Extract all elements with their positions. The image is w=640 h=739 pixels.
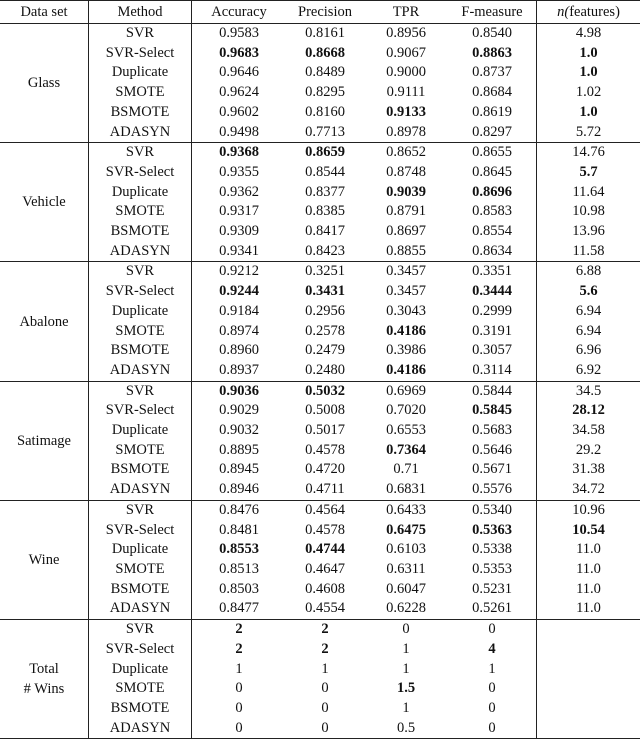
f-measure-cell: 0.5646 <box>448 441 537 461</box>
precision-cell: 2 <box>286 620 364 640</box>
method-cell: SVR-Select <box>89 401 192 421</box>
method-cell: SVR-Select <box>89 282 192 302</box>
table-row <box>0 620 640 640</box>
accuracy-cell: 0.8945 <box>192 460 287 480</box>
f-measure-cell: 0.5363 <box>448 521 537 541</box>
n-features-cell <box>537 679 640 699</box>
tpr-cell: 1.5 <box>364 679 448 699</box>
dataset-group <box>0 381 640 500</box>
precision-cell: 0.5017 <box>286 421 364 441</box>
precision-cell: 0.3251 <box>286 262 364 282</box>
table-row <box>0 163 640 183</box>
f-measure-cell: 0.8684 <box>448 83 537 103</box>
accuracy-cell: 0.8937 <box>192 361 287 381</box>
table-row <box>0 341 640 361</box>
method-cell: SVR <box>89 262 192 282</box>
tpr-cell: 0.3043 <box>364 302 448 322</box>
table-row <box>0 719 640 739</box>
tpr-cell: 0.9111 <box>364 83 448 103</box>
table-row <box>0 679 640 699</box>
precision-cell: 0 <box>286 699 364 719</box>
method-cell: SVR <box>89 620 192 640</box>
accuracy-cell: 2 <box>192 620 287 640</box>
table-row <box>0 699 640 719</box>
header-row <box>0 1 640 24</box>
precision-cell: 0.8668 <box>286 44 364 64</box>
accuracy-cell: 0.8513 <box>192 560 287 580</box>
method-cell: ADASYN <box>89 480 192 500</box>
table-row <box>0 63 640 83</box>
precision-cell: 0.5008 <box>286 401 364 421</box>
table-row <box>0 640 640 660</box>
accuracy-cell: 0.9244 <box>192 282 287 302</box>
n-features-cell: 6.88 <box>537 262 640 282</box>
method-cell: ADASYN <box>89 719 192 739</box>
accuracy-cell: 0.9602 <box>192 103 287 123</box>
n-features-cell: 6.94 <box>537 322 640 342</box>
tpr-cell: 0.3986 <box>364 341 448 361</box>
method-cell: Duplicate <box>89 302 192 322</box>
header-accuracy: Accuracy <box>192 1 287 24</box>
dataset-name: Vehicle <box>0 143 89 262</box>
tpr-cell: 0.3457 <box>364 282 448 302</box>
tpr-cell: 0.6969 <box>364 381 448 401</box>
precision-cell: 0.2956 <box>286 302 364 322</box>
method-cell: SMOTE <box>89 202 192 222</box>
precision-cell: 0.4744 <box>286 540 364 560</box>
tpr-cell: 0.4186 <box>364 322 448 342</box>
table-row <box>0 222 640 242</box>
table-row <box>0 460 640 480</box>
table-row <box>0 262 640 282</box>
method-cell: ADASYN <box>89 123 192 143</box>
tpr-cell: 0.6103 <box>364 540 448 560</box>
f-measure-cell: 0.3351 <box>448 262 537 282</box>
n-features-cell: 1.02 <box>537 83 640 103</box>
accuracy-cell: 0.8895 <box>192 441 287 461</box>
precision-cell: 0.4554 <box>286 599 364 619</box>
precision-cell: 0.4578 <box>286 441 364 461</box>
dataset-group <box>0 143 640 262</box>
tpr-cell: 0.6553 <box>364 421 448 441</box>
method-cell: BSMOTE <box>89 460 192 480</box>
precision-cell: 0.8417 <box>286 222 364 242</box>
n-features-cell: 11.0 <box>537 540 640 560</box>
n-features-cell: 5.7 <box>537 163 640 183</box>
tpr-cell: 0.8855 <box>364 242 448 262</box>
f-measure-cell: 0.5231 <box>448 580 537 600</box>
table-row <box>0 123 640 143</box>
table-row <box>0 322 640 342</box>
table-row <box>0 143 640 163</box>
n-features-cell: 34.72 <box>537 480 640 500</box>
tpr-cell: 0.9000 <box>364 63 448 83</box>
method-cell: Duplicate <box>89 63 192 83</box>
method-cell: SVR <box>89 24 192 44</box>
n-features-cell <box>537 699 640 719</box>
precision-cell: 0.8659 <box>286 143 364 163</box>
tpr-cell: 0.71 <box>364 460 448 480</box>
tpr-cell: 0.5 <box>364 719 448 739</box>
n-features-cell <box>537 620 640 640</box>
precision-cell: 0.8385 <box>286 202 364 222</box>
n-features-cell: 29.2 <box>537 441 640 461</box>
header-n-features: n(features) <box>537 1 640 24</box>
tpr-cell: 0.7364 <box>364 441 448 461</box>
method-cell: Duplicate <box>89 660 192 680</box>
tpr-cell: 0.9133 <box>364 103 448 123</box>
method-cell: Duplicate <box>89 540 192 560</box>
tpr-cell: 0.6311 <box>364 560 448 580</box>
tpr-cell: 0.8978 <box>364 123 448 143</box>
method-cell: SVR <box>89 143 192 163</box>
table-row <box>0 480 640 500</box>
accuracy-cell: 0.8503 <box>192 580 287 600</box>
precision-cell: 0.4647 <box>286 560 364 580</box>
method-cell: Duplicate <box>89 183 192 203</box>
accuracy-cell: 0.9498 <box>192 123 287 143</box>
precision-cell: 0.8160 <box>286 103 364 123</box>
accuracy-cell: 0 <box>192 719 287 739</box>
n-features-cell: 11.0 <box>537 580 640 600</box>
tpr-cell: 0.8791 <box>364 202 448 222</box>
n-features-cell: 1.0 <box>537 44 640 64</box>
dataset-name: Satimage <box>0 381 89 500</box>
accuracy-cell: 0.8477 <box>192 599 287 619</box>
n-features-cell: 6.92 <box>537 361 640 381</box>
accuracy-cell: 0.9362 <box>192 183 287 203</box>
n-features-cell: 14.76 <box>537 143 640 163</box>
method-cell: SMOTE <box>89 441 192 461</box>
precision-cell: 0.8377 <box>286 183 364 203</box>
n-features-cell: 10.54 <box>537 521 640 541</box>
method-cell: BSMOTE <box>89 341 192 361</box>
method-cell: BSMOTE <box>89 222 192 242</box>
n-features-cell: 10.98 <box>537 202 640 222</box>
tpr-cell: 0.9067 <box>364 44 448 64</box>
tpr-cell: 0.6228 <box>364 599 448 619</box>
method-cell: SVR-Select <box>89 521 192 541</box>
f-measure-cell: 0.8634 <box>448 242 537 262</box>
precision-cell: 0.2480 <box>286 361 364 381</box>
dataset-name: Wine <box>0 500 89 619</box>
header-method: Method <box>89 1 192 24</box>
f-measure-cell: 1 <box>448 660 537 680</box>
tpr-cell: 0.9039 <box>364 183 448 203</box>
n-features-cell: 13.96 <box>537 222 640 242</box>
f-measure-cell: 0.5261 <box>448 599 537 619</box>
accuracy-cell: 0.8481 <box>192 521 287 541</box>
tpr-cell: 0.7020 <box>364 401 448 421</box>
f-measure-cell: 0.3114 <box>448 361 537 381</box>
precision-cell: 1 <box>286 660 364 680</box>
f-measure-cell: 0.8554 <box>448 222 537 242</box>
dataset-group <box>0 262 640 381</box>
precision-cell: 0.2479 <box>286 341 364 361</box>
precision-cell: 0.8161 <box>286 24 364 44</box>
accuracy-cell: 0.8974 <box>192 322 287 342</box>
method-cell: ADASYN <box>89 361 192 381</box>
table-row <box>0 580 640 600</box>
table-row <box>0 421 640 441</box>
n-features-cell: 11.64 <box>537 183 640 203</box>
n-features-cell <box>537 660 640 680</box>
accuracy-cell: 0.9212 <box>192 262 287 282</box>
tpr-cell: 0.3457 <box>364 262 448 282</box>
table-row <box>0 242 640 262</box>
header-f-measure: F-measure <box>448 1 537 24</box>
tpr-cell: 1 <box>364 640 448 660</box>
accuracy-cell: 0.9317 <box>192 202 287 222</box>
accuracy-cell: 0.9583 <box>192 24 287 44</box>
method-cell: BSMOTE <box>89 580 192 600</box>
f-measure-cell: 0.5683 <box>448 421 537 441</box>
accuracy-cell: 0.8476 <box>192 500 287 520</box>
n-features-cell: 11.0 <box>537 560 640 580</box>
accuracy-cell: 2 <box>192 640 287 660</box>
table-row <box>0 660 640 680</box>
f-measure-cell: 0.8645 <box>448 163 537 183</box>
table-row <box>0 599 640 619</box>
precision-cell: 0.4720 <box>286 460 364 480</box>
n-features-cell: 1.0 <box>537 103 640 123</box>
f-measure-cell: 0.8297 <box>448 123 537 143</box>
tpr-cell: 1 <box>364 660 448 680</box>
n-features-cell <box>537 640 640 660</box>
precision-cell: 0.4578 <box>286 521 364 541</box>
n-features-cell: 28.12 <box>537 401 640 421</box>
method-cell: SMOTE <box>89 679 192 699</box>
method-cell: BSMOTE <box>89 103 192 123</box>
f-measure-cell: 0.2999 <box>448 302 537 322</box>
precision-cell: 0.8544 <box>286 163 364 183</box>
table-row <box>0 381 640 401</box>
method-cell: Duplicate <box>89 421 192 441</box>
n-features-cell: 34.5 <box>537 381 640 401</box>
f-measure-cell: 0.8619 <box>448 103 537 123</box>
precision-cell: 0.7713 <box>286 123 364 143</box>
n-features-cell: 5.6 <box>537 282 640 302</box>
tpr-cell: 0 <box>364 620 448 640</box>
precision-cell: 0.4564 <box>286 500 364 520</box>
accuracy-cell: 0.9036 <box>192 381 287 401</box>
f-measure-cell: 0 <box>448 620 537 640</box>
method-cell: ADASYN <box>89 599 192 619</box>
dataset-name: Glass <box>0 24 89 143</box>
f-measure-cell: 0.5671 <box>448 460 537 480</box>
tpr-cell: 0.6047 <box>364 580 448 600</box>
f-measure-cell: 0.8696 <box>448 183 537 203</box>
method-cell: SVR <box>89 381 192 401</box>
n-features-cell: 4.98 <box>537 24 640 44</box>
n-features-cell: 11.58 <box>537 242 640 262</box>
method-cell: SVR-Select <box>89 44 192 64</box>
table-row <box>0 500 640 520</box>
table-row <box>0 202 640 222</box>
n-features-cell: 1.0 <box>537 63 640 83</box>
table-row <box>0 183 640 203</box>
precision-cell: 0.4608 <box>286 580 364 600</box>
precision-cell: 0 <box>286 719 364 739</box>
f-measure-cell: 0.8583 <box>448 202 537 222</box>
dataset-group <box>0 24 640 143</box>
f-measure-cell: 0.5844 <box>448 381 537 401</box>
tpr-cell: 1 <box>364 699 448 719</box>
precision-cell: 0.8423 <box>286 242 364 262</box>
f-measure-cell: 0 <box>448 699 537 719</box>
accuracy-cell: 0.8553 <box>192 540 287 560</box>
table-row <box>0 24 640 44</box>
f-measure-cell: 0 <box>448 719 537 739</box>
header-tpr: TPR <box>364 1 448 24</box>
dataset-name: Abalone <box>0 262 89 381</box>
header-data-set: Data set <box>0 1 89 24</box>
n-features-cell: 34.58 <box>537 421 640 441</box>
precision-cell: 0 <box>286 679 364 699</box>
accuracy-cell: 0.8960 <box>192 341 287 361</box>
table-row <box>0 103 640 123</box>
precision-cell: 0.2578 <box>286 322 364 342</box>
accuracy-cell: 0.9624 <box>192 83 287 103</box>
accuracy-cell: 0.9341 <box>192 242 287 262</box>
dataset-group <box>0 500 640 619</box>
f-measure-cell: 0.3057 <box>448 341 537 361</box>
f-measure-cell: 0.8655 <box>448 143 537 163</box>
f-measure-cell: 0.5845 <box>448 401 537 421</box>
method-cell: ADASYN <box>89 242 192 262</box>
accuracy-cell: 0.9683 <box>192 44 287 64</box>
table-row <box>0 282 640 302</box>
f-measure-cell: 0.3191 <box>448 322 537 342</box>
method-cell: SVR-Select <box>89 163 192 183</box>
tpr-cell: 0.8956 <box>364 24 448 44</box>
tpr-cell: 0.6433 <box>364 500 448 520</box>
n-features-cell: 10.96 <box>537 500 640 520</box>
accuracy-cell: 0 <box>192 679 287 699</box>
n-features-cell: 31.38 <box>537 460 640 480</box>
accuracy-cell: 0.9184 <box>192 302 287 322</box>
f-measure-cell: 0.5353 <box>448 560 537 580</box>
table-row <box>0 521 640 541</box>
precision-cell: 0.5032 <box>286 381 364 401</box>
table-row <box>0 441 640 461</box>
tpr-cell: 0.6831 <box>364 480 448 500</box>
table-row <box>0 540 640 560</box>
f-measure-cell: 0.8737 <box>448 63 537 83</box>
accuracy-cell: 0.9355 <box>192 163 287 183</box>
table-row <box>0 560 640 580</box>
n-features-cell: 6.94 <box>537 302 640 322</box>
header-precision: Precision <box>286 1 364 24</box>
accuracy-cell: 0.9029 <box>192 401 287 421</box>
method-cell: BSMOTE <box>89 699 192 719</box>
method-cell: SMOTE <box>89 83 192 103</box>
dataset-group <box>0 620 640 739</box>
tpr-cell: 0.4186 <box>364 361 448 381</box>
accuracy-cell: 0.9032 <box>192 421 287 441</box>
tpr-cell: 0.8697 <box>364 222 448 242</box>
f-measure-cell: 0.5340 <box>448 500 537 520</box>
method-cell: SMOTE <box>89 560 192 580</box>
n-features-cell: 11.0 <box>537 599 640 619</box>
accuracy-cell: 0.8946 <box>192 480 287 500</box>
precision-cell: 2 <box>286 640 364 660</box>
f-measure-cell: 0 <box>448 679 537 699</box>
table-row <box>0 83 640 103</box>
precision-cell: 0.8295 <box>286 83 364 103</box>
table-row <box>0 361 640 381</box>
f-measure-cell: 0.3444 <box>448 282 537 302</box>
accuracy-cell: 0.9368 <box>192 143 287 163</box>
method-cell: SVR <box>89 500 192 520</box>
tpr-cell: 0.6475 <box>364 521 448 541</box>
n-features-cell: 5.72 <box>537 123 640 143</box>
dataset-name: Total # Wins <box>0 620 89 739</box>
accuracy-cell: 0.9309 <box>192 222 287 242</box>
f-measure-cell: 0.5576 <box>448 480 537 500</box>
precision-cell: 0.3431 <box>286 282 364 302</box>
method-cell: SVR-Select <box>89 640 192 660</box>
precision-cell: 0.4711 <box>286 480 364 500</box>
table-row <box>0 44 640 64</box>
table-row <box>0 401 640 421</box>
f-measure-cell: 0.8863 <box>448 44 537 64</box>
n-features-cell: 6.96 <box>537 341 640 361</box>
tpr-cell: 0.8652 <box>364 143 448 163</box>
precision-cell: 0.8489 <box>286 63 364 83</box>
method-cell: SMOTE <box>89 322 192 342</box>
tpr-cell: 0.8748 <box>364 163 448 183</box>
accuracy-cell: 0 <box>192 699 287 719</box>
n-features-cell <box>537 719 640 739</box>
accuracy-cell: 0.9646 <box>192 63 287 83</box>
f-measure-cell: 0.8540 <box>448 24 537 44</box>
f-measure-cell: 0.5338 <box>448 540 537 560</box>
accuracy-cell: 1 <box>192 660 287 680</box>
table-row <box>0 302 640 322</box>
f-measure-cell: 4 <box>448 640 537 660</box>
